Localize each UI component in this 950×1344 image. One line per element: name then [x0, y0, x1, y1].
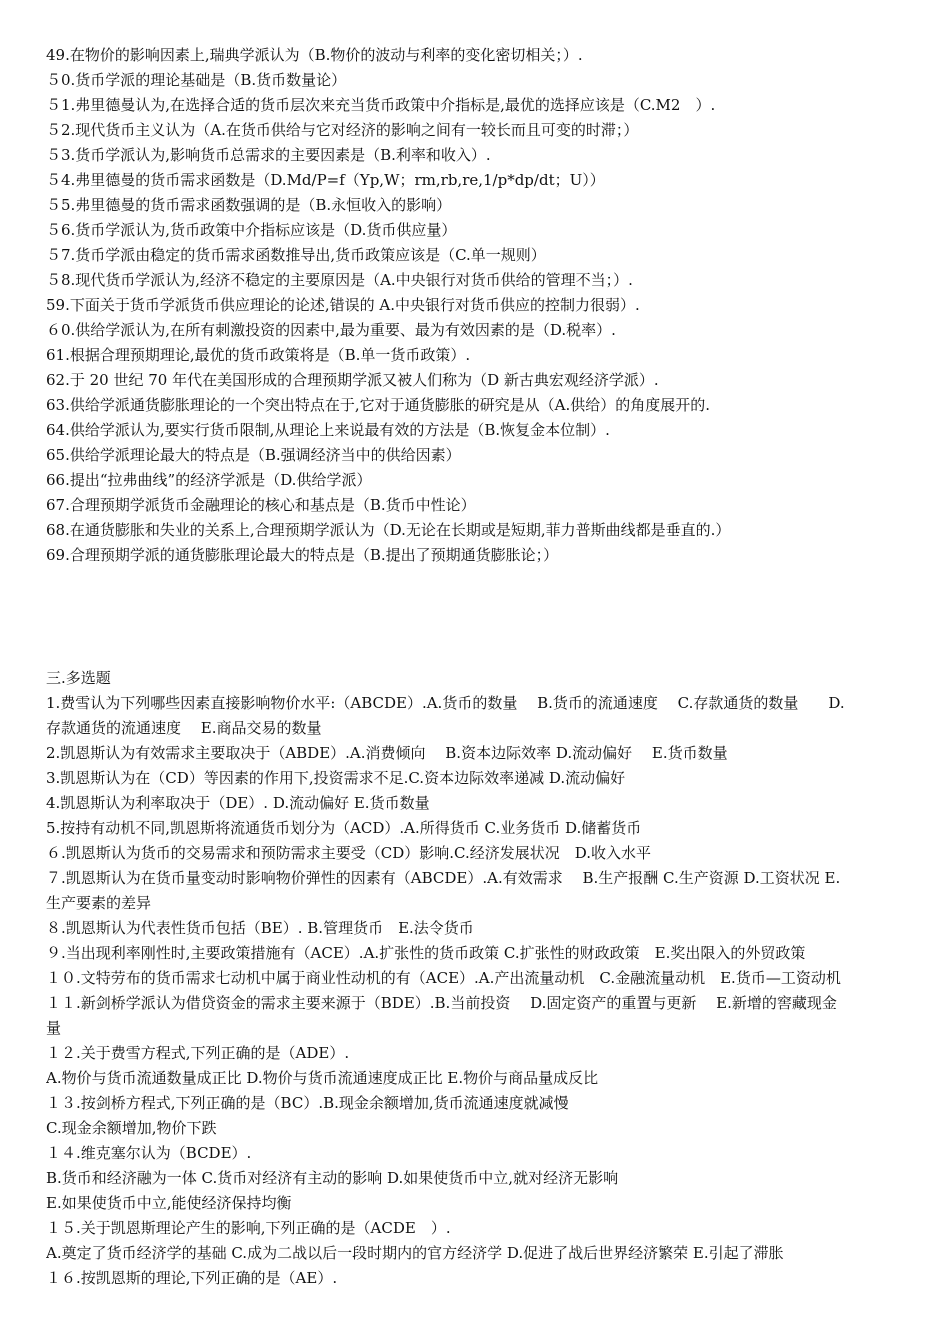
question-list-multiple-choice [46, 666, 908, 1291]
question-line: 49.在物价的影响因素上,瑞典学派认为（B.物价的波动与利率的变化密切相关；）. [46, 46, 583, 64]
question-line: ５7.货币学派由稳定的货币需求函数推导出,货币政策应该是（C.单一规则） [46, 246, 546, 264]
question-line: ９.当出现利率刚性时,主要政策措施有（ACE）.A.扩张性的货币政策 C.扩张性的财政政策 E.奖出限入的外贸政策 [46, 944, 806, 962]
question-line: 68.在通货膨胀和失业的关系上,合理预期学派认为（D.无论在长期或是短期,菲力普斯曲线都是垂直的.） [46, 521, 731, 539]
question-line: 64.供给学派认为,要实行货币限制,从理论上来说最有效的方法是（B.恢复金本位制）. [46, 421, 610, 439]
question-line: ７.凯恩斯认为在货币量变动时影响物价弹性的因素有（ABCDE）.A.有效需求 B.生产报酬 C.生产资源 D.工资状况 E. [46, 869, 841, 887]
question-line: ５4.弗里德曼的货币需求函数是（D.Md/P=f（Yp,W；rm,rb,re,1/p*dp/dt；U）） [46, 171, 605, 189]
question-line: 65.供给学派理论最大的特点是（B.强调经济当中的供给因素） [46, 446, 461, 464]
question-line: 5.按持有动机不同,凯恩斯将流通货币划分为（ACD）.A.所得货币 C.业务货币 D.储蓄货币 [46, 819, 642, 837]
question-line: C.现金余额增加,物价下跌 [46, 1119, 217, 1137]
question-line: 3.凯恩斯认为在（CD）等因素的作用下,投资需求不足.C.资本边际效率递减 D.流动偏好 [46, 769, 626, 787]
question-line: 生产要素的差异 [46, 894, 152, 912]
question-line: １２.关于费雪方程式,下列正确的是（ADE）. [46, 1044, 350, 1062]
question-line: 量 [46, 1019, 62, 1037]
question-line: 4.凯恩斯认为利率取决于（DE）. D.流动偏好 E.货币数量 [46, 794, 430, 812]
question-line: ５5.弗里德曼的货币需求函数强调的是（B.永恒收入的影响） [46, 196, 452, 214]
question-line: ５0.货币学派的理论基础是（B.货币数量论） [46, 71, 347, 89]
section-heading: 三.多选题 [46, 669, 111, 687]
question-line: １１.新剑桥学派认为借贷资金的需求主要来源于（BDE）.B.当前投资 D.固定资产的重置与更新 E.新增的窖藏现金 [46, 994, 837, 1012]
question-line: ５3.货币学派认为,影响货币总需求的主要因素是（B.利率和收入）. [46, 146, 491, 164]
question-list-single-choice [46, 43, 908, 568]
question-line: B.货币和经济融为一体 C.货币对经济有主动的影响 D.如果使货币中立,就对经济无影响 [46, 1169, 619, 1187]
question-line: ５6.货币学派认为,货币政策中介指标应该是（D.货币供应量） [46, 221, 457, 239]
question-line: 1.费雪认为下列哪些因素直接影响物价水平:（ABCDE）.A.货币的数量 B.货币的流通速度 C.存款通货的数量 D. [46, 694, 845, 712]
question-line: 66.提出“拉弗曲线”的经济学派是（D.供给学派） [46, 471, 372, 489]
question-line: １６.按凯恩斯的理论,下列正确的是（AE）. [46, 1269, 338, 1287]
question-line: 存款通货的流通速度 E.商品交易的数量 [46, 719, 322, 737]
question-line: 67.合理预期学派货币金融理论的核心和基点是（B.货币中性论） [46, 496, 476, 514]
question-line: １０.文特劳布的货币需求七动机中属于商业性动机的有（ACE）.A.产出流量动机 C.金融流量动机 E.货币—工资动机 [46, 969, 841, 987]
question-line: 59.下面关于货币学派货币供应理论的论述,错误的 A.中央银行对货币供应的控制力很弱）. [46, 296, 640, 314]
question-line: １３.按剑桥方程式,下列正确的是（BC）.B.现金余额增加,货币流通速度就减慢 [46, 1094, 569, 1112]
question-line: E.如果使货币中立,能使经济保持均衡 [46, 1194, 292, 1212]
question-line: １５.关于凯恩斯理论产生的影响,下列正确的是（ACDE ）. [46, 1219, 451, 1237]
question-line: ５1.弗里德曼认为,在选择合适的货币层次来充当货币政策中介指标是,最优的选择应该是（C.M2 ）. [46, 96, 716, 114]
question-line: ８.凯恩斯认为代表性货币包括（BE）. B.管理货币 E.法令货币 [46, 919, 474, 937]
question-line: A.物价与货币流通数量成正比 D.物价与货币流通速度成正比 E.物价与商品量成反比 [46, 1069, 599, 1087]
question-line: 69.合理预期学派的通货膨胀理论最大的特点是（B.提出了预期通货膨胀论；） [46, 546, 559, 564]
question-line: A.奠定了货币经济学的基础 C.成为二战以后一段时期内的官方经济学 D.促进了战后世界经济繁荣 E.引起了滞胀 [46, 1244, 784, 1262]
question-line: 63.供给学派通货膨胀理论的一个突出特点在于,它对于通货膨胀的研究是从（A.供给）的角度展开的. [46, 396, 710, 414]
question-line: 62.于 20 世纪 70 年代在美国形成的合理预期学派又被人们称为（D 新古典宏观经济学派）. [46, 371, 659, 389]
question-line: ６.凯恩斯认为货币的交易需求和预防需求主要受（CD）影响.C.经济发展状况 D.收入水平 [46, 844, 652, 862]
question-line: 61.根据合理预期理论,最优的货币政策将是（B.单一货币政策）. [46, 346, 471, 364]
question-line: ６0.供给学派认为,在所有刺激投资的因素中,最为重要、最为有效因素的是（D.税率）. [46, 321, 616, 339]
question-line: 2.凯恩斯认为有效需求主要取决于（ABDE）.A.消费倾向 B.资本边际效率 D.流动偏好 E.货币数量 [46, 744, 728, 762]
question-line: ５2.现代货币主义认为（A.在货币供给与它对经济的影响之间有一较长而且可变的时滞；） [46, 121, 639, 139]
question-line: １４.维克塞尔认为（BCDE）. [46, 1144, 252, 1162]
question-line: ５8.现代货币学派认为,经济不稳定的主要原因是（A.中央银行对货币供给的管理不当；）. [46, 271, 633, 289]
